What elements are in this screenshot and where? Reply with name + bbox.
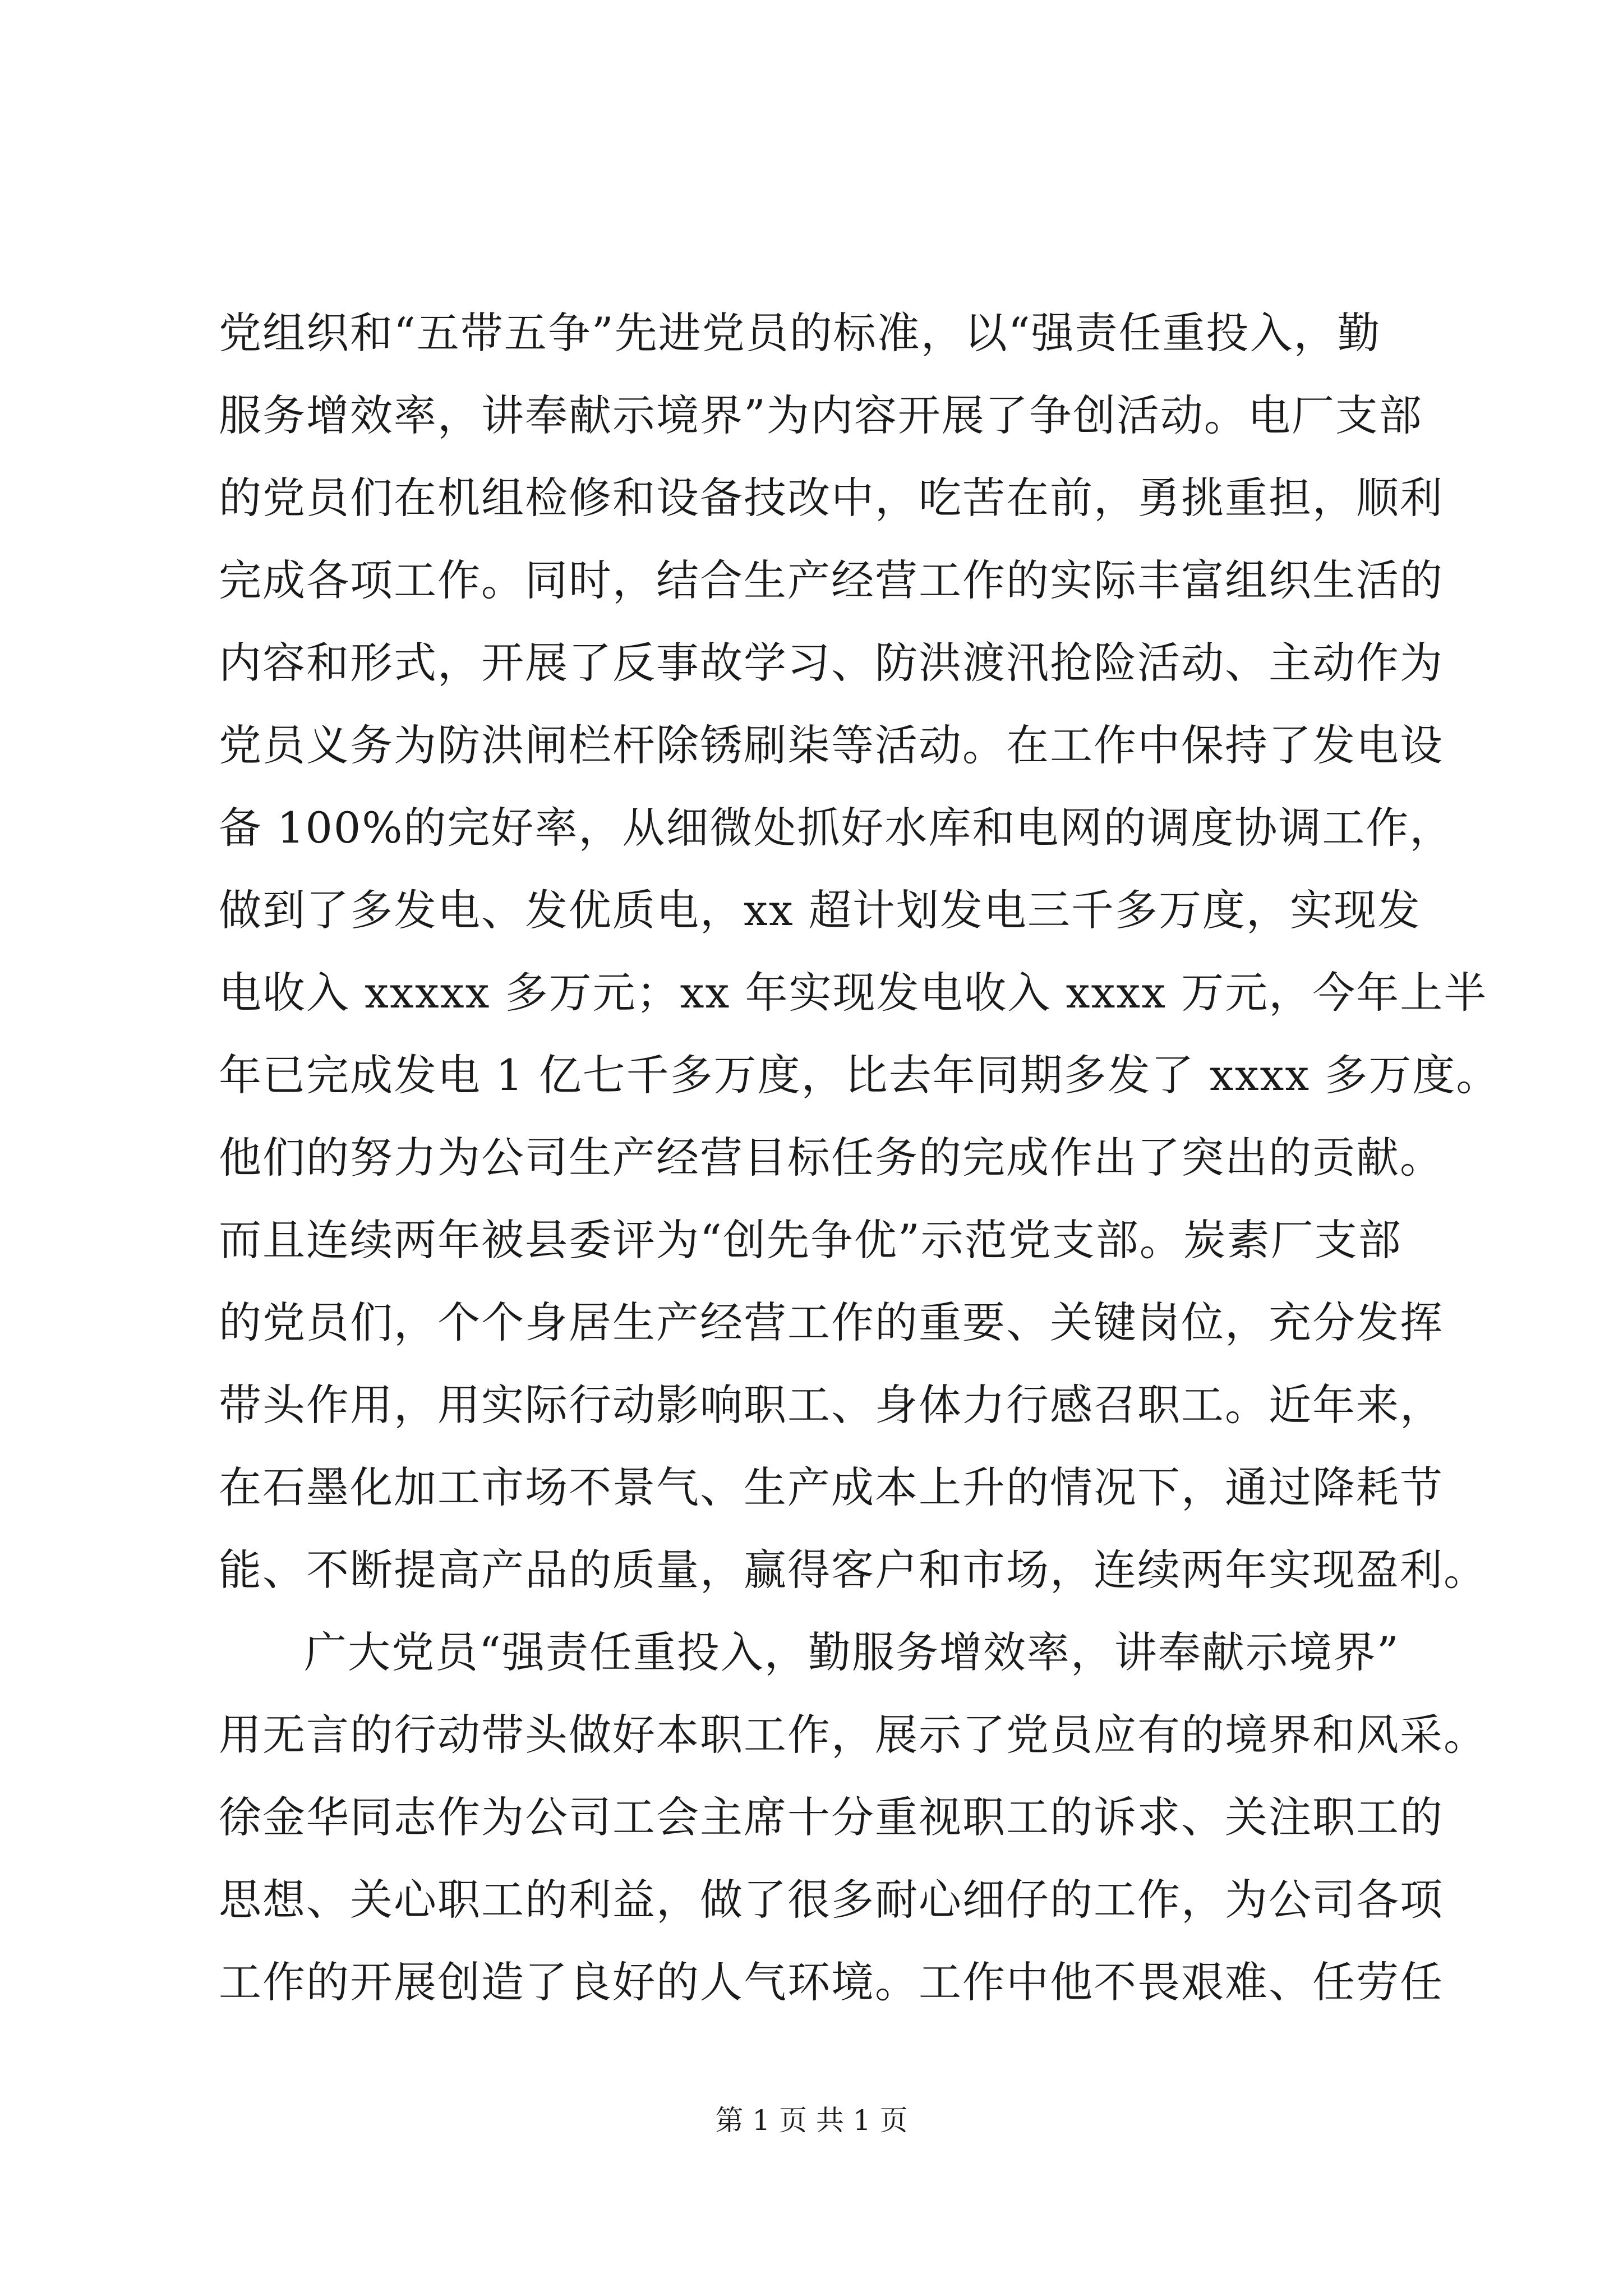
text-line: 带头作用，用实际行动影响职工、身体力行感召职工。近年来， bbox=[219, 1380, 1444, 1430]
paragraph-first-line: 广大党员“强责任重投入，勤服务增效率，讲奉献示境界” bbox=[304, 1627, 1400, 1677]
text-line: 而且连续两年被县委评为“创先争优”示范党支部。炭素厂支部 bbox=[219, 1215, 1402, 1265]
text-line: 思想、关心职工的利益，做了很多耐心细仔的工作，为公司各项 bbox=[219, 1875, 1444, 1925]
text-line: 工作的开展创造了良好的人气环境。工作中他不畏艰难、任劳任 bbox=[219, 1957, 1444, 2007]
text-line: 用无言的行动带头做好本职工作，展示了党员应有的境界和风采。 bbox=[219, 1710, 1487, 1760]
text-line: 能、不断提高产品的质量，赢得客户和市场，连续两年实现盈利。 bbox=[219, 1545, 1487, 1595]
text-line: 党组织和“五带五争”先进党员的标准，以“强责任重投入，勤 bbox=[219, 308, 1381, 358]
text-line: 在石墨化加工市场不景气、生产成本上升的情况下，通过降耗节 bbox=[219, 1462, 1444, 1512]
text-line: 电收入 xxxxx 多万元；xx 年实现发电收入 xxxx 万元，今年上半 bbox=[219, 968, 1488, 1018]
text-line: 党员义务为防洪闸栏杆除锈刷柒等活动。在工作中保持了发电设 bbox=[219, 720, 1444, 770]
text-line: 的党员们在机组检修和设备技改中，吃苦在前，勇挑重担，顺利 bbox=[219, 473, 1444, 523]
text-line: 他们的努力为公司生产经营目标任务的完成作出了突出的贡献。 bbox=[219, 1133, 1444, 1182]
body-text bbox=[219, 292, 1500, 2023]
text-line: 年已完成发电 1 亿七千多万度，比去年同期多发了 xxxx 多万度。 bbox=[219, 1050, 1500, 1100]
page-number-footer: 第 1 页 共 1 页 bbox=[715, 2104, 908, 2137]
text-line: 的党员们，个个身居生产经营工作的重要、关键岗位，充分发挥 bbox=[219, 1297, 1444, 1347]
text-line: 徐金华同志作为公司工会主席十分重视职工的诉求、关注职工的 bbox=[219, 1792, 1444, 1842]
text-line: 备 100%的完好率，从细微处抓好水库和电网的调度协调工作， bbox=[219, 803, 1454, 853]
text-line: 做到了多发电、发优质电，xx 超计划发电三千多万度，实现发 bbox=[219, 885, 1421, 935]
text-line: 完成各项工作。同时，结合生产经营工作的实际丰富组织生活的 bbox=[219, 555, 1444, 605]
text-line: 服务增效率，讲奉献示境界”为内容开展了争创活动。电厂支部 bbox=[219, 390, 1423, 440]
text-line: 内容和形式，开展了反事故学习、防洪渡汛抢险活动、主动作为 bbox=[219, 638, 1444, 688]
